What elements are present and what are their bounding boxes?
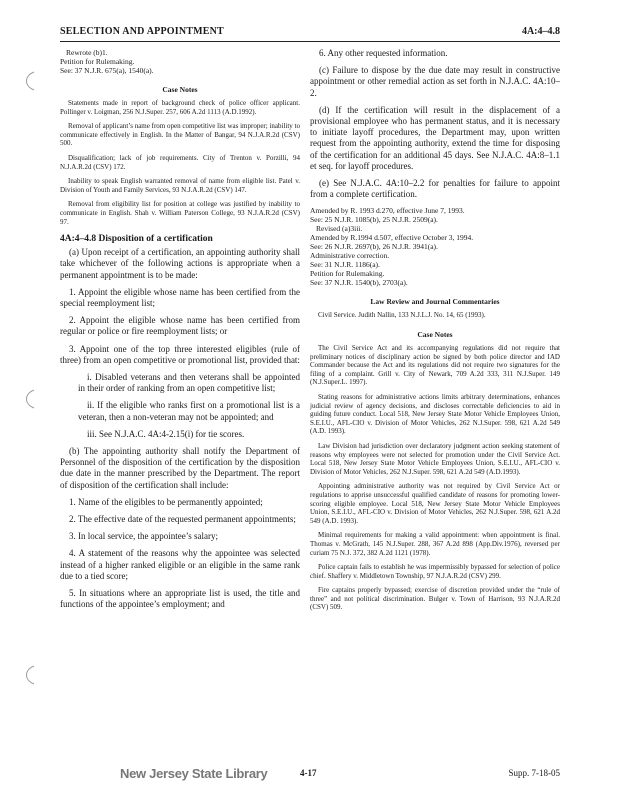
rule-subitem: i. Disabled veterans and then veterans shall be appointed in their order of ranking from an open competitive list;	[78, 371, 300, 394]
page-number: 4-17	[300, 768, 317, 778]
history-line: See: 37 N.J.R. 675(a), 1540(a).	[60, 66, 154, 75]
case-note: Removal of applicant’s name from open competitive list was improper; inability to communicate effectively in English. In the Matter of Bangar, 94 N.J.A.R.2d (CSV) 500.	[60, 122, 300, 148]
case-note: Inability to speak English warranted removal of name from eligible list. Patel v. Division of Youth and Family Services, 93 N.J.A.R.2d (CSV) 147.	[60, 177, 300, 194]
rule-subitem: iii. See N.J.A.C. 4A:4-2.15(i) for tie scores.	[87, 428, 245, 439]
prior-history	[60, 48, 300, 75]
rule-item: 6. Any other requested information.	[319, 48, 448, 58]
library-stamp: New Jersey State Library	[120, 766, 268, 781]
case-note: Minimal requirements for making a valid appointment: when appointment is final. Thomas v. McGrath, 145 N.J.Super. 288, 367 A.2d 898 (App.Div.1976), reversed per curiam 75 N.J. 372, 382 A.2d 1121 (1978).	[310, 531, 560, 557]
rule-item: 3. Appoint one of the top three interested eligibles (rule of three) from an open competitive or promotional list, provided that:	[60, 343, 300, 365]
amendment-history	[310, 206, 560, 287]
rule-item: 5. In situations where an appropriate list is used, the title and functions of the appointee’s employment; and	[60, 588, 300, 610]
case-note: The Civil Service Act and its accompanying regulations did not require that preliminary notices of disciplinary action be signed by both police director and IAD Commander because the Act and its regulations did not require two signatures for the filing of a complaint. Grill v. City of Newark, 709 A.2d 333, 311 N.J.Super. 149 (N.J.Super.L. 1997).	[310, 344, 560, 387]
history-line: See: 26 N.J.R. 2697(b), 26 N.J.R. 3941(a).	[310, 242, 438, 252]
history-line: Amended by R.1994 d.507, effective October 3, 1994.	[310, 233, 474, 243]
supplement-date: Supp. 7-18-05	[508, 768, 560, 778]
rule-item: 1. Name of the eligibles to be permanently appointed;	[69, 496, 263, 507]
left-column	[60, 48, 300, 616]
subsection-a: (a) Upon receipt of a certification, an appointing authority shall take whichever of the following actions is appropriate when a permanent appointment is to be made:	[60, 247, 300, 280]
history-line: See: 31 N.J.R. 1186(a).	[310, 260, 380, 270]
subsection-c: (c) Failure to dispose by the due date may result in constructive appointment or other remedial action as set forth in N.J.A.C. 4A:10–2.	[310, 65, 560, 98]
case-notes-heading: Case Notes	[417, 330, 453, 340]
law-review-entry: Civil Service. Judith Nallin, 133 N.J.L.J. No. 14, 65 (1993).	[318, 311, 486, 320]
binding-hole-mark	[22, 664, 36, 686]
case-notes-heading: Case Notes	[162, 85, 198, 94]
rule-subitem: ii. If the eligible who ranks first on a promotional list is a veteran, then a non-veteran may not be appointed; and	[78, 400, 300, 422]
section-heading: 4A:4–4.8 Disposition of a certification	[60, 234, 213, 245]
rule-item: 3. In local service, the appointee’s salary;	[69, 531, 218, 542]
running-header	[60, 24, 560, 42]
history-line: Revised (a)3iii.	[316, 224, 363, 234]
subsection-e: (e) See N.J.A.C. 4A:10–2.2 for penalties for failure to appoint from a complete certification.	[310, 178, 560, 200]
rule-item: 2. Appoint the eligible whose name has been certified from regular or police or fire reemployment lists; or	[60, 315, 300, 337]
case-note: Appointing administrative authority was not required by Civil Service Act or regulations to apprise unsuccessful qualified candidate of reasons for promoting lower-scoring eligible employee. Local 518, New Jersey State Motor Vehicle Employees Union, S.E.I.U., AFL-CIO v. Division of Motor Vehicles, 262 N.J.Super. 598, 621 A.2d 549 (A.D. 1993).	[310, 482, 560, 525]
law-review-heading: Law Review and Journal Commentaries	[370, 297, 500, 307]
history-line: Petition for Rulemaking.	[60, 57, 135, 66]
binding-hole-mark	[22, 70, 36, 92]
case-note: Removal from eligibility list for position at college was justified by inability to communicate in English. Shah v. William Paterson College, 93 N.J.A.R.2d (CSV) 97.	[60, 200, 300, 226]
case-note: Police captain fails to establish he was impermissibly bypassed for selection of police chief. Shaffery v. Middletown Township, 97 N.J.A.R.2d (CSV) 299.	[310, 563, 560, 580]
subsection-d: (d) If the certification will result in the displacement of a provisional employee who has permanent status, and it is necessary to initiate layoff procedures, the Department may, upon written request from the appointing authority, extend the time for disposing of the certification for an additional 45 days. See N.J.A.C. 4A:8–1.1 et seq. for layoff procedures.	[310, 104, 560, 171]
case-note: Fire captains properly bypassed; exercise of discretion provided under the “rule of three” and not political discrimination. Bulger v. Town of Harrison, 93 N.J.A.R.2d (CSV) 509.	[310, 586, 560, 612]
case-note: Law Division had jurisdiction over declaratory judgment action seeking statement of reasons why employees were not selected for promotion under the Civil Service Act. Local 518, New Jersey State Motor Vehicle Employees Union, S.E.I.U., AFL-CIO v. Division of Motor Vehicles, 262 N.J.Super. 598, 621 A.2d 549 (A.D.1993).	[310, 441, 560, 476]
rule-item: 1. Appoint the eligible whose name has been certified from the special reemployment list;	[60, 286, 300, 308]
rule-item: 4. A statement of the reasons why the appointee was selected instead of a higher ranked eligible or an eligible in the same rank due to a tied score;	[60, 548, 300, 581]
right-column	[310, 48, 560, 618]
case-note: Stating reasons for administrative actions limits arbitrary determinations, enhances judicial review of agency decisions, and discloses correctable deficiencies to aid in guiding future conduct. Local 518, New Jersey State Motor Vehicle Employees Union, S.E.I.U., AFL-CIO v. Division of Motor Vehicles, 262 N.J.Super. 598, 621 A.2d 549 (A.D. 1993).	[310, 393, 560, 436]
rule-item: 2. The effective date of the requested permanent appointments;	[69, 513, 296, 524]
case-note: Statements made in report of background check of police officer applicant. Pollinger v. Loigman, 256 N.J.Super. 257, 606 A.2d 1113 (A.D.1992).	[60, 99, 300, 116]
history-line: See: 37 N.J.R. 1540(b), 2703(a).	[310, 278, 408, 288]
header-section-range: 4A:4–4.8	[521, 26, 560, 37]
subsection-b: (b) The appointing authority shall notify the Department of Personnel of the disposition of the certification by the disposition due date in the manner prescribed by the Department. The report of disposition of the certification shall include:	[60, 445, 300, 490]
binding-hole-mark	[22, 388, 36, 410]
history-line: Petition for Rulemaking.	[310, 269, 385, 279]
history-line: Administrative correction.	[310, 251, 390, 261]
case-note: Disqualification; lack of job requirements. City of Trenton v. Porzilli, 94 N.J.A.R.2d (CSV) 172.	[60, 153, 300, 171]
history-line: Amended by R. 1993 d.270, effective June 7, 1993.	[310, 206, 465, 216]
page-footer	[60, 766, 560, 780]
history-line: See: 25 N.J.R. 1085(b), 25 N.J.R. 2509(a).	[310, 215, 438, 225]
history-line: Rewrote (b)1.	[66, 48, 108, 57]
header-chapter-title: SELECTION AND APPOINTMENT	[60, 26, 224, 37]
